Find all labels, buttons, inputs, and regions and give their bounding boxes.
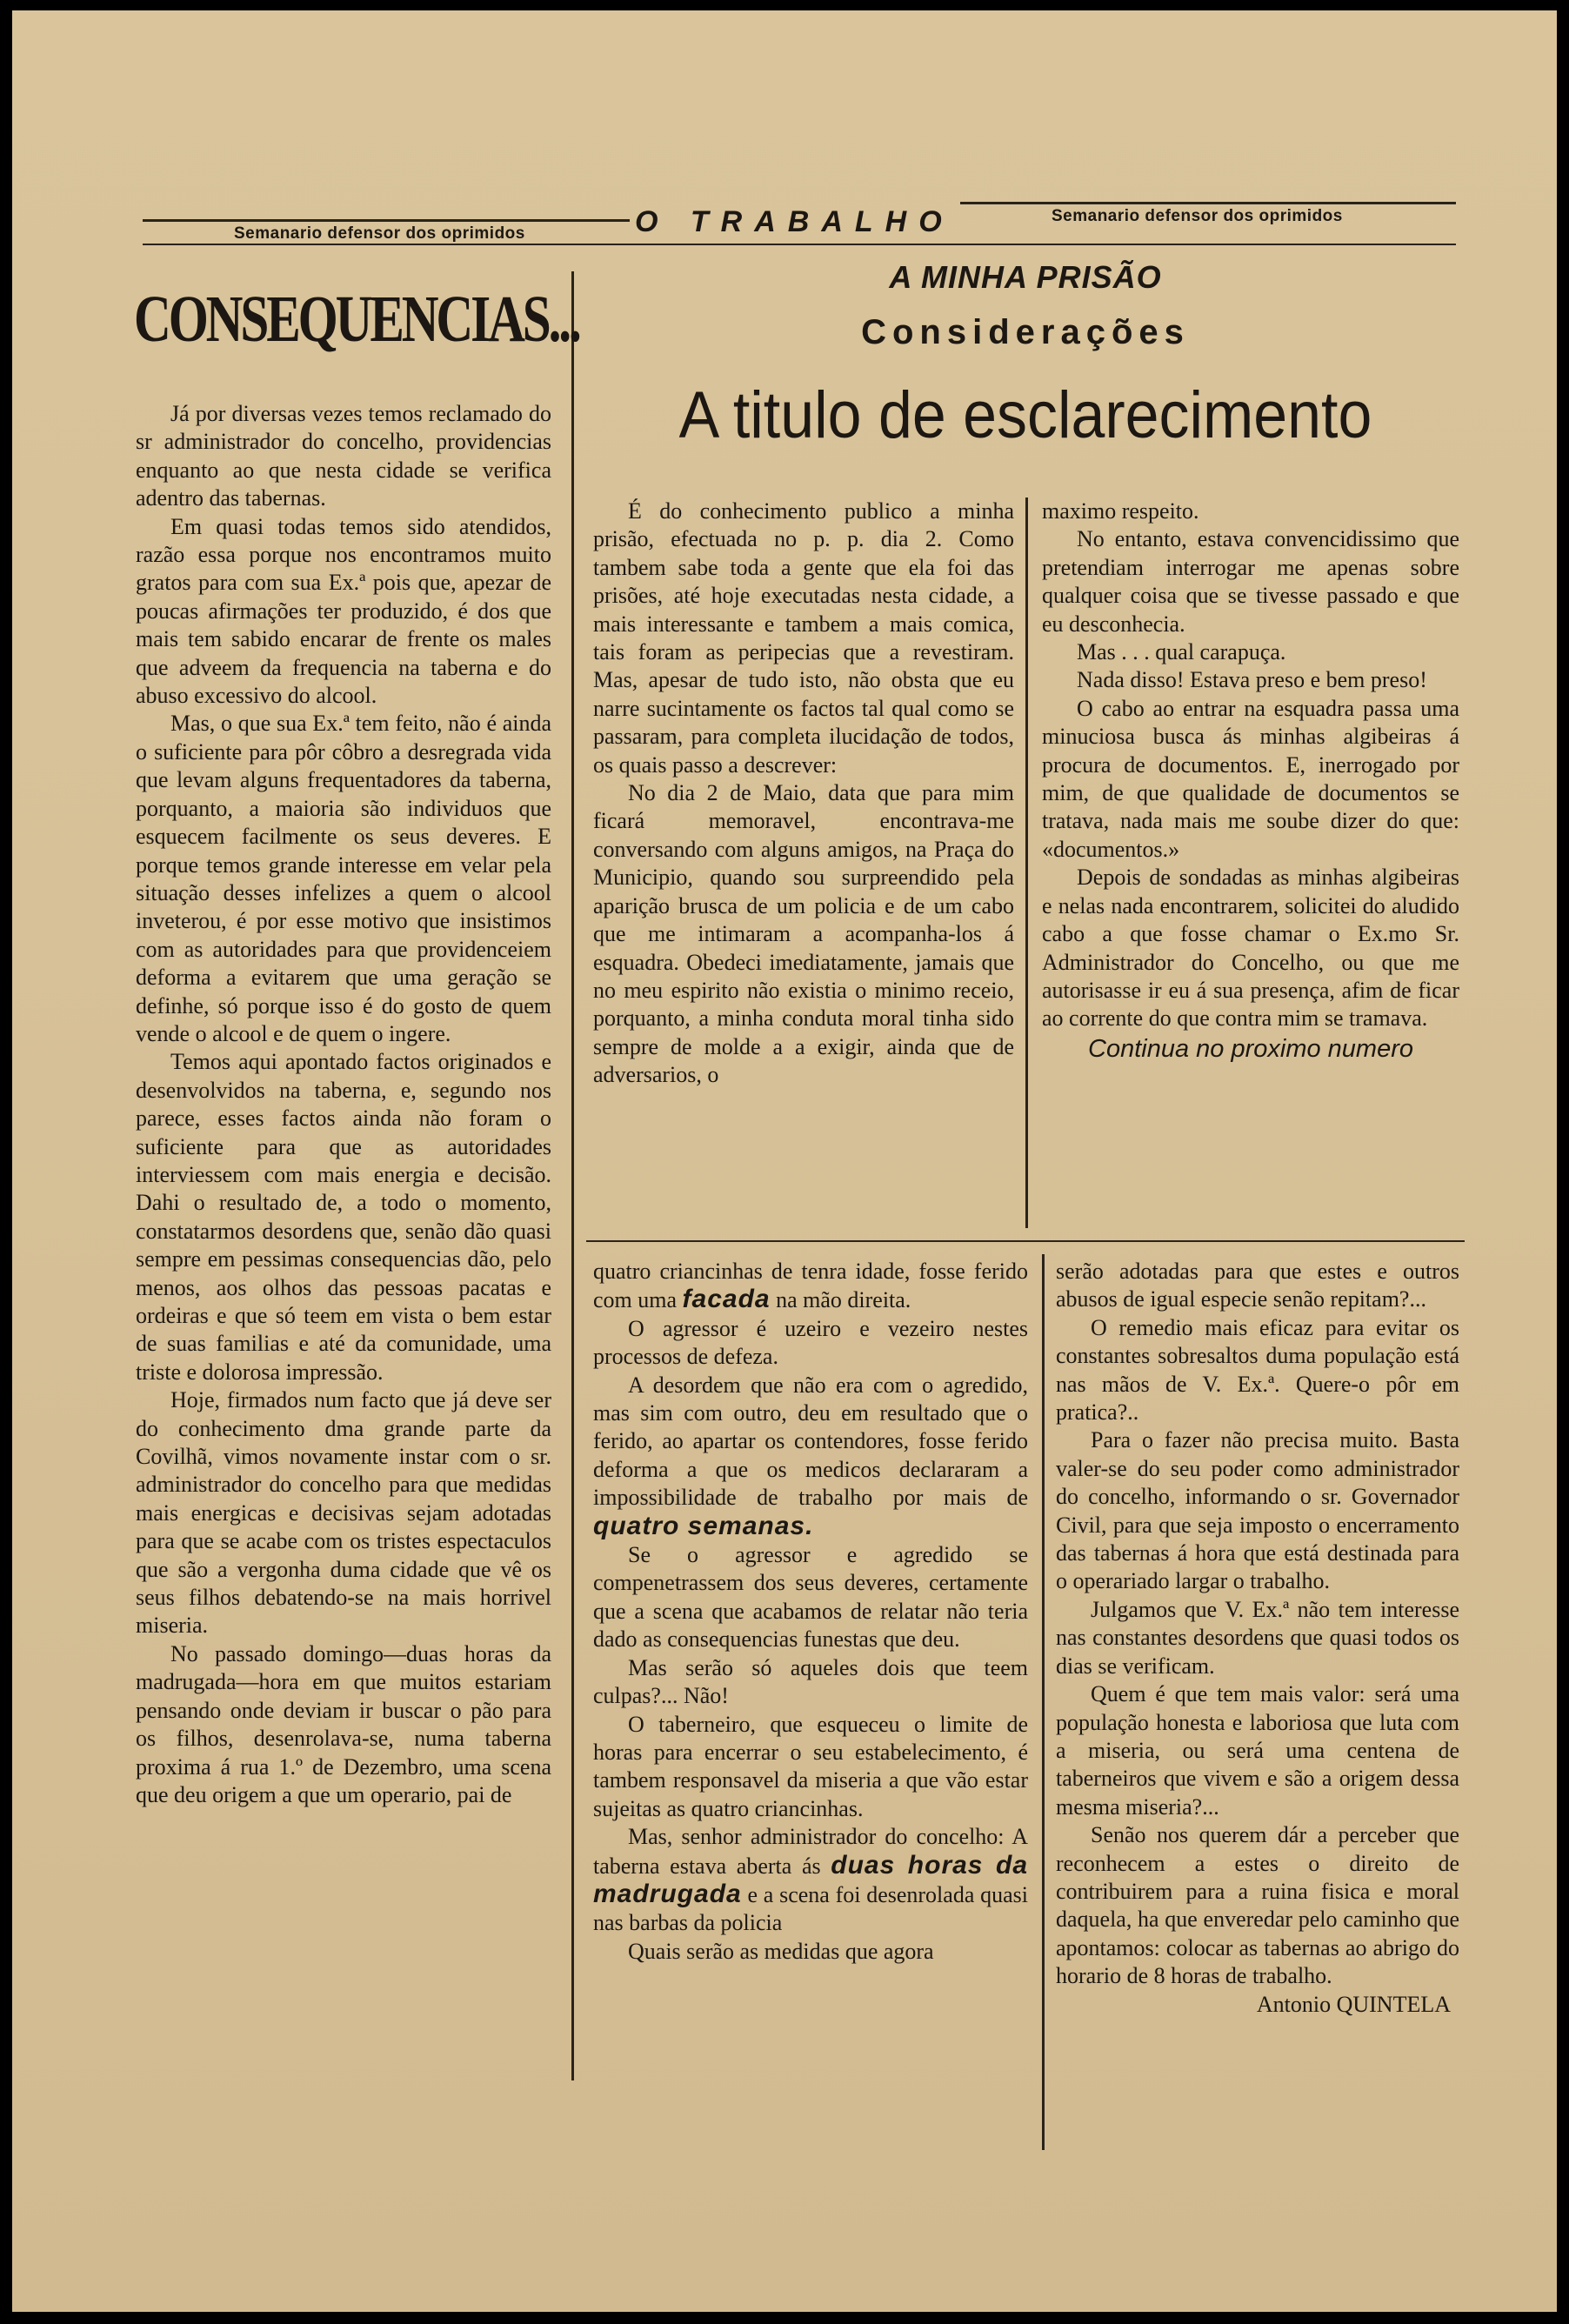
tagline-left: Semanario defensor dos oprimidos <box>234 224 525 243</box>
article1-paragraph: Hoje, firmados num facto que já deve ser do conhecimento dma grande parte da Covilhã, vimos novamente instar com o sr. administrador do concelho para que medidas mais energicas e decisivas sejam adotadas para que se acabe com os tristes espectaculos que são a vergonha duma cidade que vê os seus filhos debatendo-se na mais horrivel miseria. <box>136 1387 551 1639</box>
masthead-underline <box>143 244 1456 245</box>
article1-title: CONSEQUENCIAS... <box>134 283 579 356</box>
article1-paragraph: serão adotadas para que estes e outros abusos de igual especie senão repitam?... <box>1056 1259 1459 1312</box>
article2-paragraph: Nada disso! Estava preso e bem preso! <box>1077 667 1427 693</box>
article1-paragraph: O agressor é uzeiro e vezeiro nestes processos de defeza. <box>593 1315 1028 1370</box>
article1-paragraph: O remedio mais eficaz para evitar os constantes sobresaltos duma população está nas mãos de V. Ex.ª. Quere-o pôr em pratica?.. <box>1056 1314 1459 1426</box>
article1-paragraph: Temos aqui apontado factos originados e desenvolvidos na taberna, e, segundo nos parece, esses factos ainda não foram o suficiente para que as autoridades interviessem com mais energia e decisão. Dahi o resultado de, a todo o momento, constatarmos desordens que, senão dão quasi sempre em pessimas consequencias dão, pelo menos, aos olhos das pessoas pacatas e ordeiras e que só teem em vista o bem estar de suas familias e até da comunidade, uma triste e dolorosa impressão. <box>136 1049 551 1385</box>
article1-paragraph: Se o agressor e agredido se compenetrassem dos seus deveres, certamente que a scena que acabamos de relatar não teria dado as consequencias funestas que deu. <box>593 1542 1028 1653</box>
article2-paragraph: No dia 2 de Maio, data que para mim ficará memoravel, encontrava-me conversando com alguns amigos, na Praça do Municipio, quando sou surpreendido pela aparição brusca de um policia e de um cabo que me intimaram a acompanha-los á esquadra. Obedeci imediatamente, jamais que no meu espirito não existia o minimo receio, porquanto, a minha conduta moral tinha sido sempre de molde a a exigir, ainda que de adversarios, o <box>593 780 1014 1088</box>
article1-paragraph: quatro criancinhas de tenra idade, fosse ferido com uma facada na mão direita. <box>593 1259 1028 1314</box>
column-divider-left <box>571 271 574 2080</box>
masthead-rule-right <box>960 202 1456 204</box>
article2-paragraph: maximo respeito. <box>1042 498 1199 524</box>
emphasis-duas-horas: duas horas da madrugada <box>593 1850 1028 1908</box>
article2-column-right <box>1042 498 1459 1063</box>
emphasis-quatro-semanas: quatro semanas. <box>593 1511 814 1540</box>
emphasis-facada: facada <box>682 1285 771 1314</box>
article1-paragraph: No passado domingo—duas horas da madrugada—hora em que muitos estariam pensando onde deviam ir buscar o pão para os filhos, desenrolava-se, numa taberna proxima á rua 1.º de Dezembro, uma scena que deu origem a que um operario, pai de <box>136 1640 551 1807</box>
article1-paragraph: Mas, senhor administrador do concelho: A taberna estava aberta ás duas horas da madrugada e a scena foi desenrolada quasi nas barbas da policia <box>593 1824 1029 1936</box>
article2-paragraph: É do conhecimento publico a minha prisão, efectuada no p. p. dia 2. Como tambem sabe toda a gente que ela foi das prisões, até hoje executadas nesta cidade, a mais interessante e tambem a mais comica, tais foram as peripecias que a revestiram. Mas, apesar de tudo isto, não obsta que eu narre sucintamente os factos tal qual como se passaram, para completa ilucidação de todos, os quais passo a descrever: <box>593 498 1014 778</box>
tagline-right: Semanario defensor dos oprimidos <box>1052 207 1343 225</box>
signature: Antonio QUINTELA <box>1256 1991 1451 2017</box>
article1-paragraph: Julgamos que V. Ex.ª não tem interesse nas constantes desordens que quasi todos os dias se verificam. <box>1056 1596 1459 1679</box>
article2-kicker: A MINHA PRISÃO <box>889 259 1162 295</box>
column-divider-middle-top <box>1025 498 1028 1228</box>
masthead-title: O TRABALHO <box>635 205 954 238</box>
article1-paragraph: A desordem que não era com o agredido, mas sim com outro, deu em resultado que o ferido, ao apartar os contendores, fosse ferido deforma a que os medicos declararam a impossibilidade de trabalho por mais de quatro semanas. <box>593 1372 1028 1540</box>
article1-column3 <box>1056 1258 1459 2019</box>
article2-paragraph: O cabo ao entrar na esquadra passa uma minuciosa busca ás minhas algibeiras á procura de documentos. E, inerrogado por mim, de que qualidade de documentos se tratava, nada mais me soube dizer do que: «documentos.» <box>1042 695 1459 862</box>
article1-paragraph: Mas, o que sua Ex.ª tem feito, não é ainda o suficiente para pôr côbro a desregrada vida que levam alguns frequentadores da taberna, porquanto, a maioria são individuos que esquecem facilmente os seus deveres. E porque temos grande interesse em velar pela situação desses infelizes a quem o alcool inveterou, é por esse motivo que insistimos com as autoridades para que providenceiem deforma a evitarem que uma geração se definhe, só porque isso é do gosto de quem vende o alcool e de quem o ingere. <box>136 711 551 1046</box>
article1-paragraph: Já por diversas vezes temos reclamado do sr administrador do concelho, providencias enquanto ao que nesta cidade se verifica adentro das tabernas. <box>136 401 551 511</box>
article1-paragraph: Para o fazer não precisa muito. Basta valer-se do seu poder como administrador do concelho, informando o sr. Governador Civil, para que seja imposto o encerramento das tabernas á hora que está destinada para o operariado largar o trabalho. <box>1056 1427 1459 1594</box>
article2-subtitle: Considerações <box>861 313 1190 351</box>
article2-paragraph: No entanto, estava convencidissimo que pretendiam interrogar me apenas sobre qualquer coisa que se tivesse passado e que eu desconhecia. <box>1042 526 1459 637</box>
article2-paragraph: Mas . . . qual carapuça. <box>1077 639 1286 665</box>
article1-column2 <box>593 1258 1028 1966</box>
article1-paragraph: O taberneiro, que esqueceu o limite de horas para encerrar o seu estabelecimento, é tambem responsavel da miseria a que vão estar sujeitas as quatro criancinhas. <box>593 1711 1028 1821</box>
article1-paragraph: Em quasi todas temos sido atendidos, razão essa porque nos encontramos muito gratos para com sua Ex.ª pois que, apezar de poucas afirmações ter produzido, é dos que mais tem sabido encarar de frente os males que adveem da frequencia na taberna e do abuso excessivo do alcool. <box>136 513 551 709</box>
article2-title: A titulo de esclarecimento <box>678 378 1372 452</box>
article2-paragraph: Depois de sondadas as minhas algibeiras e nelas nada encontrarem, solicitei do aludido cabo a que fosse chamar o Ex.mo Sr. Administrador do Concelho, ou que me autorisasse ir eu á sua presença, afim de ficar ao corrente do que contra mim se tramava. <box>1042 865 1459 1032</box>
masthead-rule-left <box>143 219 630 222</box>
continued-note: Continua no proximo numero <box>1088 1034 1413 1063</box>
article1-paragraph: Mas serão só aqueles dois que teem culpas?... Não! <box>593 1654 1028 1709</box>
article1-column1 <box>136 400 551 1809</box>
article1-paragraph: Quais serão as medidas que agora <box>628 1938 934 1964</box>
newspaper-page <box>12 10 1557 2312</box>
article1-paragraph: Senão nos querem dár a perceber que reconhecem a estes o direito de contribuirem para a ruina fisica e moral daquela, ha que enveredar pelo caminho que apontamos: colocar as tabernas ao abrigo do horario de 8 horas de trabalho. <box>1056 1822 1459 1989</box>
article1-paragraph: Quem é que tem mais valor: será uma população honesta e laboriosa que luta com a miseria, ou será uma centena de taberneiros que vivem e são a origem dessa mesma miseria?... <box>1056 1681 1459 1820</box>
article2-column-left <box>593 498 1014 1090</box>
column-divider-middle-bottom <box>1042 1254 1045 2150</box>
section-divider <box>586 1240 1465 1242</box>
